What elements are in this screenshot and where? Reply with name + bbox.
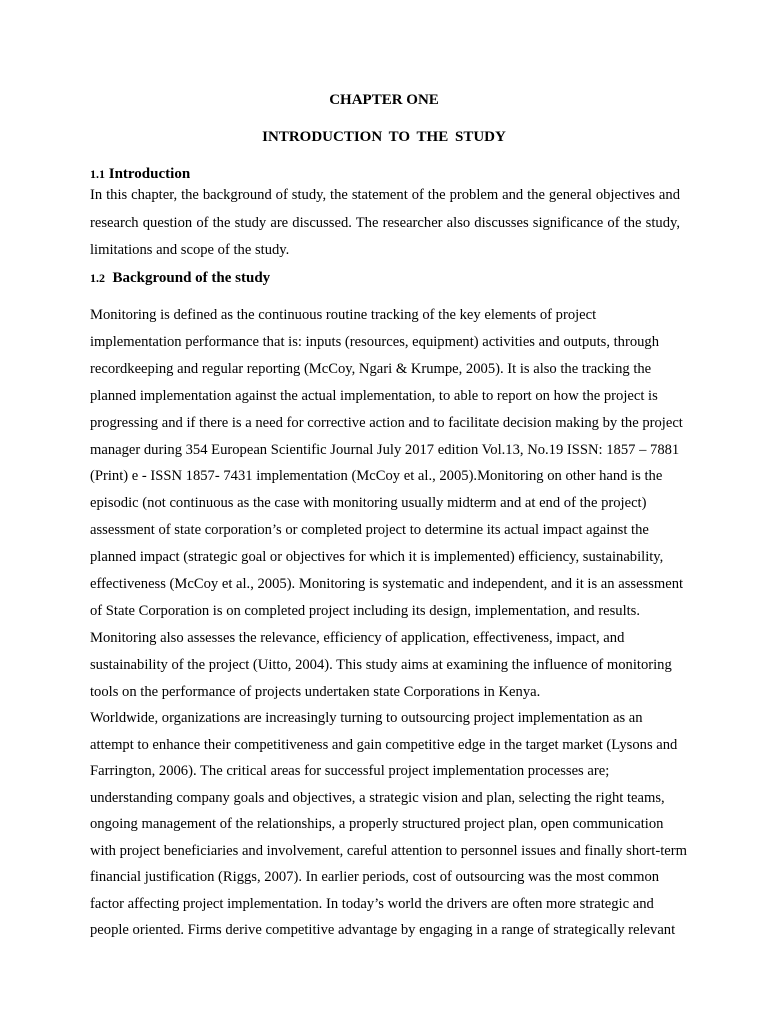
introduction-paragraph: In this chapter, the background of study, the statement of the problem and the general objectives and research question of the study are discussed. The researcher also discusses significance of the study, limitations and scope of the study. <box>90 187 680 258</box>
section-number: 1.2 <box>90 271 105 285</box>
background-paragraph-monitoring <box>90 302 684 706</box>
text-line: factor affecting project implementation. In today’s world the drivers are often more strategic and <box>90 895 654 912</box>
text-line: progressing and if there is a need for corrective action and to facilitate decision making by the project <box>90 414 683 431</box>
text-line: ongoing management of the relationships, a properly structured project plan, open communication <box>90 816 664 832</box>
text-line: Monitoring is defined as the continuous routine tracking of the key elements of project <box>90 307 597 323</box>
text-line: recordkeeping and regular reporting (McCoy, Ngari & Krumpe, 2005). It is also the tracking the <box>90 360 652 377</box>
section-number: 1.1 <box>90 167 105 181</box>
text-line: episodic (not continuous as the case with monitoring usually midterm and at end of the project) <box>90 495 647 512</box>
text-line: attempt to enhance their competitiveness and gain competitive edge in the target market (Lysons and <box>90 736 678 753</box>
background-paragraph-outsourcing <box>90 705 687 944</box>
text-line: Worldwide, organizations are increasingly turning to outsourcing project implementation as an <box>90 710 643 726</box>
text-line: (Print) e - ISSN 1857- 7431 implementation (McCoy et al., 2005).Monitoring on other hand is the <box>90 468 663 485</box>
chapter-title: INTRODUCTION TO THE STUDY <box>262 129 506 145</box>
text-line: planned impact (strategic goal or objectives for which it is implemented) efficiency, sustainability, <box>90 549 664 566</box>
text-line: manager during 354 European Scientific Journal July 2017 edition Vol.13, No.19 ISSN: 1857 – 7881 <box>90 441 680 458</box>
text-line: Monitoring also assesses the relevance, efficiency of application, effectiveness, impact, and <box>90 629 625 646</box>
section-heading-background <box>90 270 270 287</box>
text-line: understanding company goals and objectives, a strategic vision and plan, selecting the right teams, <box>90 789 665 806</box>
text-line: of State Corporation is on completed project including its design, implementation, and results. <box>90 602 641 619</box>
text-line: sustainability of the project (Uitto, 2004). This study aims at examining the influence of monitoring <box>90 656 672 673</box>
text-line: implementation performance that is: inputs (resources, equipment) activities and outputs, through <box>90 333 660 350</box>
text-line: financial justification (Riggs, 2007). In earlier periods, cost of outsourcing was the most common <box>90 869 660 885</box>
text-line: tools on the performance of projects undertaken state Corporations in Kenya. <box>90 683 541 700</box>
text-line: people oriented. Firms derive competitive advantage by engaging in a range of strategically relevant <box>90 922 676 938</box>
text-line: planned implementation against the actual implementation, to able to report on how the project is <box>90 387 658 404</box>
text-line: assessment of state corporation’s or completed project to determine its actual impact against the <box>90 522 649 539</box>
section-title: Background of the study <box>112 270 271 286</box>
section-heading-introduction <box>90 166 190 183</box>
text-line: Farrington, 2006). The critical areas for successful project implementation processes are; <box>90 763 610 779</box>
section-title: Introduction <box>108 166 191 182</box>
text-line: with project beneficiaries and involvement, careful attention to personnel issues and finally short-term <box>90 842 687 859</box>
chapter-label: CHAPTER ONE <box>329 92 439 108</box>
text-line: effectiveness (McCoy et al., 2005). Monitoring is systematic and independent, and it is an assessment <box>90 576 684 593</box>
